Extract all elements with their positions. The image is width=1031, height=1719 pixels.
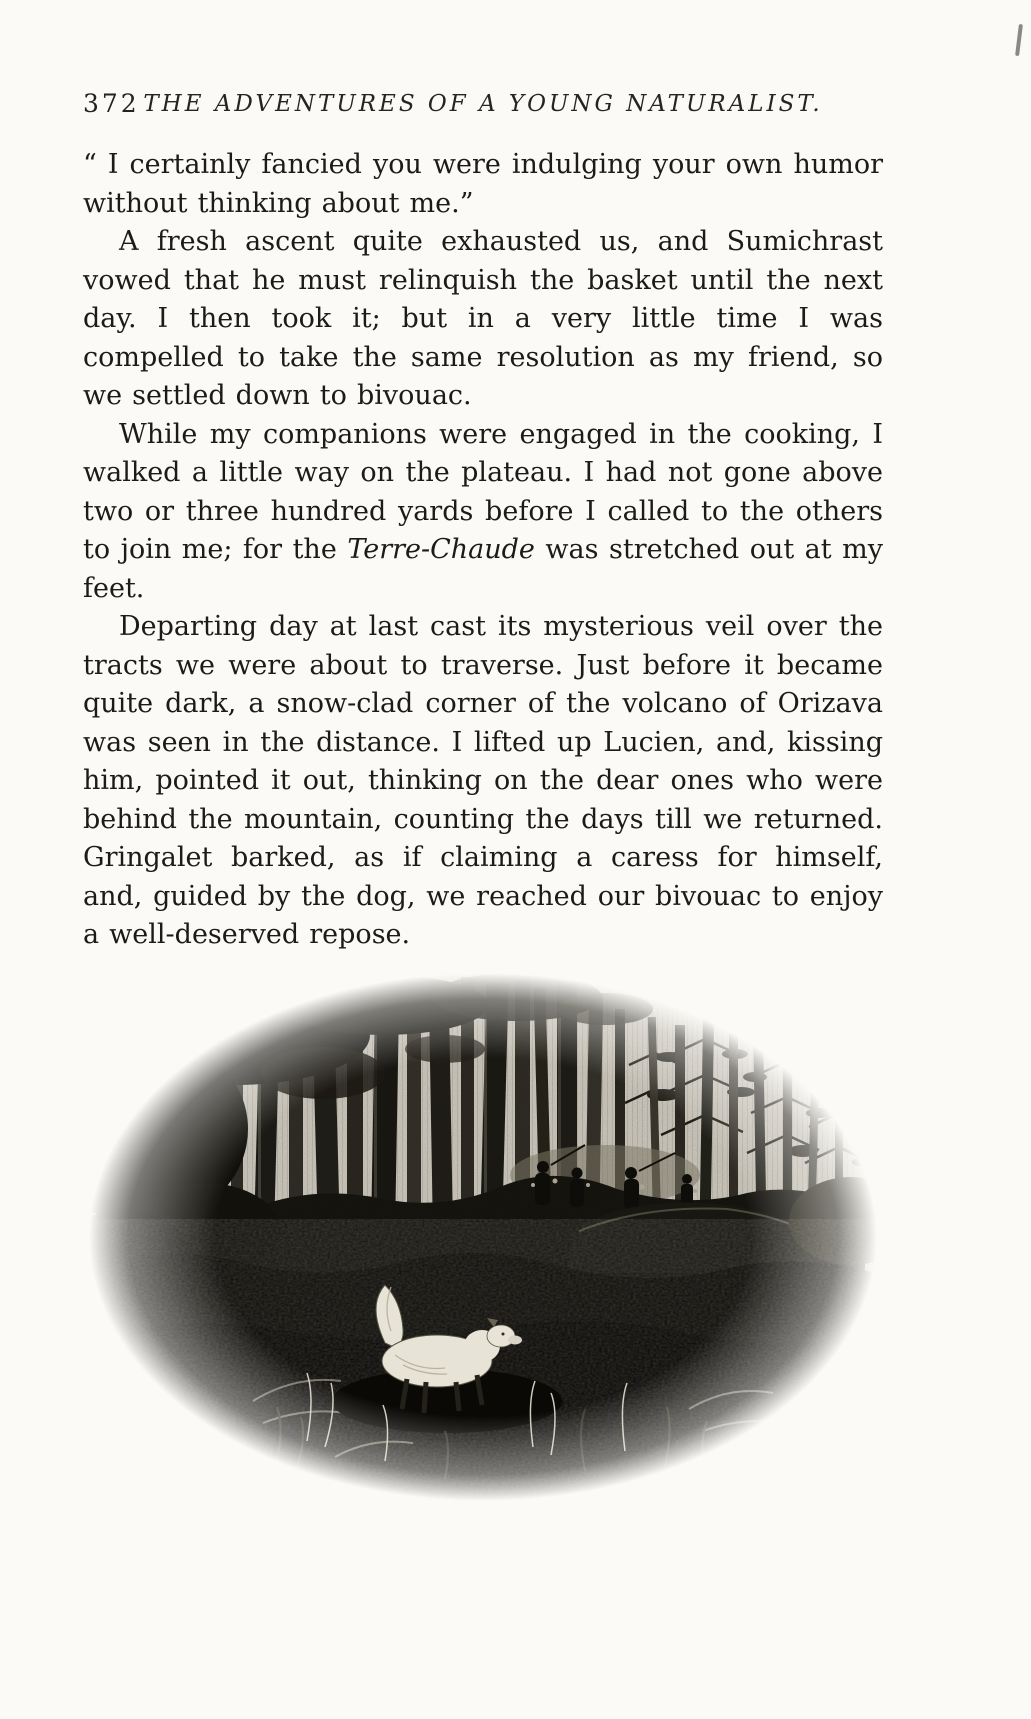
paragraph-3-text-before: While my companions were engaged in the cooking, I walked a little way on the plateau. I had not gone above two or three hundred yards before I called to the others to join me; for the (83, 418, 883, 565)
page-number: 372 (83, 89, 140, 118)
paragraph-1: “ I certainly fancied you were indulging your own humor without thinking about me.” (83, 149, 883, 219)
paragraph-3 (83, 416, 883, 609)
page-header (83, 86, 883, 122)
forest-bivouac-illustration (83, 969, 883, 1509)
illustration-svg (85, 969, 881, 1509)
paragraph-3-text-after: was stretched out at my feet. (83, 534, 883, 604)
paragraph-2: A fresh ascent quite exhausted us, and Sumichrast vowed that he must relinquish the basket until the next day. I then took it; but in a very little time I was compelled to take the same resolution as my friend, so we settled down to bivouac. (83, 226, 883, 411)
paragraph-4: Departing day at last cast its mysterious veil over the tracts we were about to traverse. Just before it became quite dark, a snow-clad corner of the volcano of Orizava was seen in the distance. I lifted up Lucien, and, kissing him, pointed it out, thinking on the dear ones who were behind the mountain, counting the days till we returned. Gringalet barked, as if claiming a caress for himself, and, guided by the dog, we reached our bivouac to enjoy a well-deserved repose. (83, 611, 883, 950)
italic-place-name: Terre-Chaude (347, 534, 535, 565)
scan-artifact (1015, 24, 1023, 56)
page-body (83, 146, 883, 1509)
running-title: THE ADVENTURES OF A YOUNG NATURALIST. (143, 91, 823, 117)
